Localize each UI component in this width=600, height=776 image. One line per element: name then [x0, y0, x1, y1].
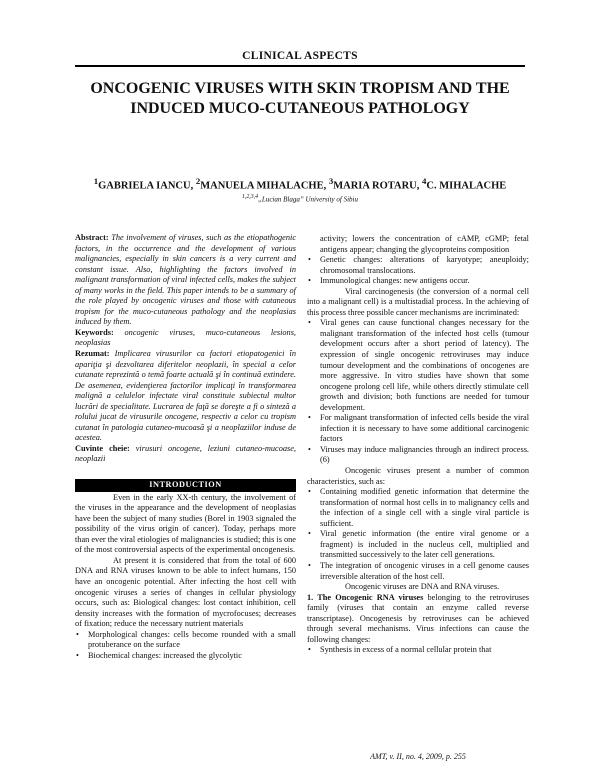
abstract-text: The involvement of viruses, such as the etiopathogenic factors, in the occurrence and the development of various malignancies, especially in skin cancers is a very current and constant issue. Also, highlighting the factors involved in malignant transformation of viral infected cells, makes the subject of many works in the field. This paper intends to be a summary of the role played by oncogenic viruses and those with cutaneous tropism for the muco-cutaneous pathology and the neoplasias induced by them.: [75, 233, 296, 327]
author-3-sup: 3: [328, 176, 334, 186]
intro-bullet-list: [75, 630, 296, 662]
left-column: [75, 233, 296, 661]
rezumat-paragraph: [75, 349, 296, 444]
author-4-sup: 4: [421, 176, 427, 186]
list-item: • Viral genes can cause functional changes necessary for the malignant transformation of the infected host cells (tumour development occurs after a short period of latency). The expression of single oncogenic retroviruses may induce tumour development and the combinations of oncogenes are more aggressive. In vitro studies have shown that some oncogene prolong cell life, while others directly stimulate cell growth and division; both functions are needed for tumour development.: [307, 318, 529, 413]
common-characteristics-paragraph: Oncogenic viruses present a number of common characteristics, such as:: [307, 466, 529, 486]
section-heading: CLINICAL ASPECTS: [242, 50, 358, 62]
rezumat-text: Implicarea virusurilor ca factori etiopatogenici în apariţia şi dezvoltarea diferitelor neoplazii, în special a celor cutanate reprezintă o temă foarte actuală şi în continuă extindere. De asemenea, evidenţierea factorilor implicaţi în transformarea malignă a celulelor infectate viral constituie subiectul multor lucrări de specialitate. Lucrarea de faţă se doreşte a fi o sinteză a rolului jucat de virusurile oncogene, respectiv a celor cu tropism cutanat în patologia cutaneo-mucoasă şi a neoplaziilor induse de acestea.: [75, 349, 296, 443]
right-column: [307, 234, 529, 656]
author-3-name: MARIA ROTARU,: [333, 180, 422, 192]
dna-rna-paragraph: Oncogenic viruses are DNA and RNA viruses.: [345, 582, 500, 592]
affiliation-name: „Lucian Blaga”: [258, 195, 304, 204]
author-1-sup: 1: [93, 176, 99, 186]
author-2-name: MANUELA MIHALACHE,: [200, 180, 329, 192]
mechanisms-list: [307, 318, 529, 466]
header-rule: [75, 65, 525, 67]
list-item: • The integration of oncogenic viruses in a cell genome causes irreversible alteration of the host cell.: [307, 561, 529, 582]
abstract-paragraph: [75, 233, 296, 328]
title-line-1: ONCOGENIC VIRUSES WITH SKIN TROPISM AND THE: [90, 80, 510, 97]
list-item: • Genetic changes: alterations of karyotype; aneuploidy; chromosomal translocations.: [307, 255, 529, 276]
abstract-label: Abstract:: [75, 233, 109, 242]
cuvinte-label: Cuvinte cheie:: [75, 443, 130, 453]
cuvinte-text: virusuri oncogene, leziuni cutaneo-mucoase, neoplazii: [75, 443, 296, 464]
intro-paragraph-1: Even in the early XX-th century, the involvement of the viruses in the appearance and the development of neoplasias have been the subject of many studies (Borel in 1903 signaled the possibility of the virus origin of cancer). Today, perhaps more than ever the viral etiologies of malignancies is studied; this is one of the most controversial aspects of the experimental oncogenesis.: [75, 492, 296, 555]
characteristics-list: [307, 487, 529, 582]
list-item: • For malignant transformation of infected cells beside the viral infection it is necessary to have some additional carcinogenic factors: [307, 413, 529, 445]
article-title: [60, 79, 540, 119]
list-item: • Immunological changes: new antigens occur.: [307, 276, 529, 287]
intro-paragraph-2: At present it is considered that from the total of 600 DNA and RNA viruses known to be able to infect humans, 150 have an oncogenic potential. After infecting the host cell with oncogenic viruses a series of changes in cellular physiology occurs, such as: Biological changes: lost contact inhibition, cell density increases with the formation of mycrofocuses; decreases of fixation; reduce the necessary nutrient materials: [75, 555, 296, 629]
list-item: • Morphological changes: cells become rounded with a small protuberance on the surface: [75, 630, 296, 651]
affiliation: [20, 194, 580, 203]
list-item: • Synthesis in excess of a normal cellular protein that: [307, 645, 529, 656]
introduction-heading: INTRODUCTION: [75, 479, 296, 492]
author-1-name: GABRIELA IANCU,: [98, 180, 196, 192]
keywords-text: oncogenic viruses, muco-cutaneous lesions, neoplasias: [75, 327, 296, 348]
keywords-label: Keywords:: [75, 327, 114, 337]
rna-changes-list: [307, 645, 529, 656]
title-line-2: INDUCED MUCO-CUTANEOUS PATHOLOGY: [130, 100, 470, 117]
affiliation-rest: University of Sibiu: [303, 195, 358, 204]
list-item: • Viruses may induce malignancies through an indirect process.(6): [307, 445, 529, 466]
author-2-sup: 2: [195, 176, 201, 186]
cuvinte-paragraph: [75, 444, 296, 465]
rna-viruses-heading: 1. The Oncogenic RNA viruses: [307, 592, 424, 602]
list-item: • Biochemical changes: increased the glycolytic: [75, 651, 296, 662]
author-4-name: C. MIHALACHE: [426, 180, 507, 192]
carcinogenesis-paragraph: Viral carcinogenesis (the conversion of a normal cell into a malignant cell) is a multistadial process. In the achieving of this process three possible cancer mechanisms are incriminated:: [307, 286, 529, 317]
rezumat-label: Rezumat:: [75, 349, 110, 359]
continued-text: activity; lowers the concentration of cAMP, cGMP; fetal antigens appear; changing the glycoproteins composition: [320, 234, 529, 254]
list-item: • Containing modified genetic information that determine the transformation of normal host cells in to malignancy cells and the infection of a single cell with a single viral particle is sufficient.: [307, 487, 529, 529]
list-item: • Viral genetic information (the entire viral genome or a fragment) is included in the nucleus cell, multiplied and transmitted successively to the later cell generations.: [307, 529, 529, 561]
author-list: [20, 176, 580, 192]
changes-list: [307, 255, 529, 287]
page-footer-citation: AMT, v. II, no. 4, 2009, p. 255: [370, 752, 466, 761]
keywords-paragraph: [75, 328, 296, 349]
affiliation-sup: 1,2,3,4: [242, 194, 259, 200]
rna-viruses-paragraph: [307, 593, 529, 646]
rna-viruses-text: belonging to the retroviruses family (viruses that contain an enzyme called reverse transcriptase). Oncogenesis by retroviruses can be achieved through several mechanisms. Virus infections can cause the following changes:: [307, 592, 529, 644]
